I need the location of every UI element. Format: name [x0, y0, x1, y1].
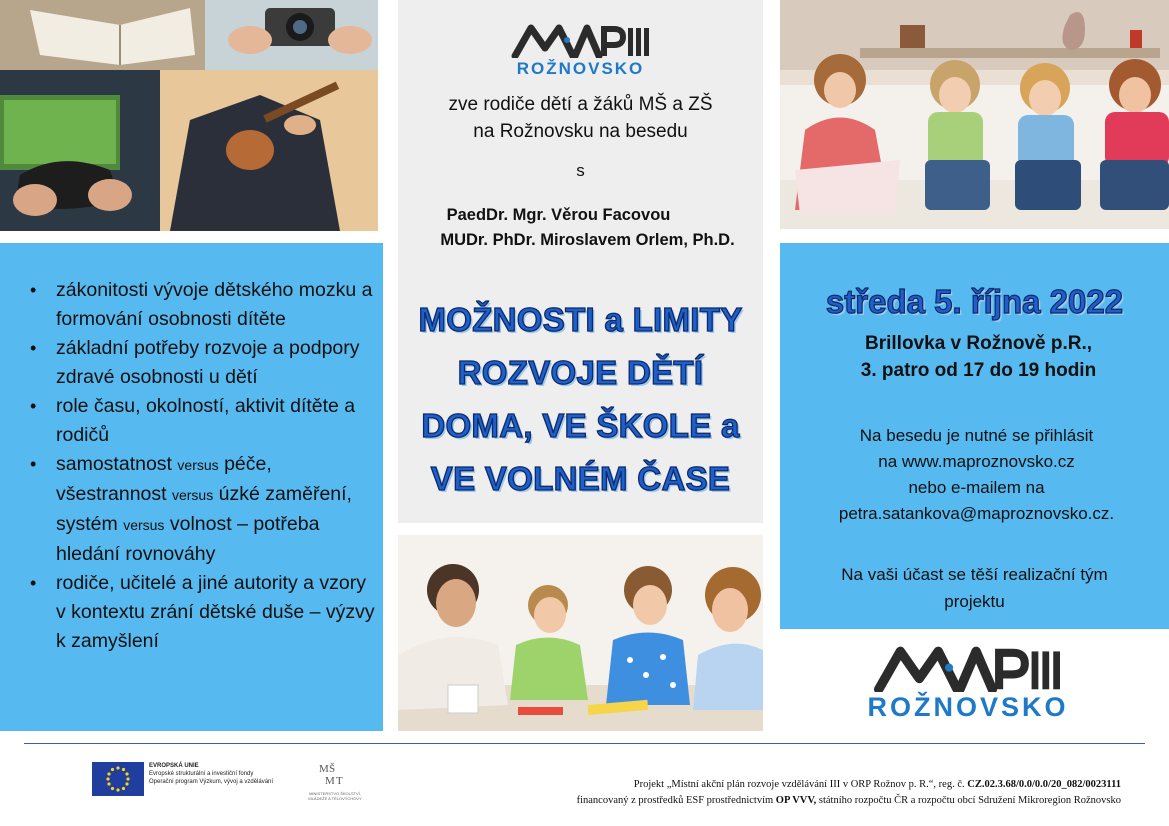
registration-website[interactable]: na www.maproznovsko.cz: [878, 452, 1075, 471]
photo-children-on-couch: [780, 0, 1169, 229]
svg-text:Š: Š: [329, 763, 336, 775]
topics-panel: [0, 243, 383, 731]
registration-email[interactable]: petra.satankova@maproznovsko.cz.: [838, 504, 1115, 523]
event-title-line: VE VOLNÉM ČASE: [430, 460, 731, 497]
topic-item: • samostatnost versus péče, všestrannost versus úzké zaměření, systém versus volnost – potřeba hledání rovnováhy: [28, 450, 375, 569]
event-date: středa 5. října 2022: [825, 283, 1124, 320]
msmt-logo-icon: [317, 760, 353, 786]
topic-list: [0, 243, 383, 656]
photo-family-drawing: [398, 535, 763, 731]
event-venue: [780, 330, 1169, 384]
topic-item: • základní potřeby rozvoje a podpory zdravé osobnosti u dětí: [28, 334, 375, 392]
project-line: Projekt „Místní akční plán rozvoje vzdělávání III v ORP Rožnov p. R.“, reg. č. CZ.02.3.68/0.0/0.0/20_082/0023111: [633, 779, 1121, 790]
footer-divider: [24, 743, 1145, 744]
topic-item: • role času, okolností, aktivit dítěte a rodičů: [28, 392, 375, 450]
with-label: s: [576, 161, 585, 180]
msmt-logo: M Š M T MINISTERSTVO ŠKOLSTVÍ, MLÁDEŽE A TĚLOVÝCHOVY: [300, 760, 370, 801]
logo-subtitle: ROŽNOVSKO: [867, 692, 1069, 722]
map-logo-top: [398, 24, 763, 79]
invitation-text: [398, 91, 763, 145]
event-title-line: DOMA, VE ŠKOLE a: [421, 407, 740, 444]
logo-subtitle: ROŽNOVSKO: [516, 59, 645, 78]
closing-line: projektu: [944, 592, 1005, 611]
eu-funding-logo: [92, 762, 273, 796]
event-title-line: MOŽNOSTI a LIMITY: [418, 301, 743, 338]
eu-flag-icon: [92, 762, 144, 796]
registration-info: [780, 423, 1169, 527]
venue-line: Brillovka v Rožnově p.R.,: [865, 333, 1092, 354]
project-line: financovaný z prostředků ESF prostřednictvím OP VVV, státního rozpočtu ČR a rozpočtu obcí Sdružení Mikroregion Rožnovsko: [576, 795, 1121, 806]
speaker-name: MUDr. PhDr. Miroslavem Orlem, Ph.D.: [440, 231, 735, 249]
map-logo-mark-icon: [511, 24, 651, 58]
topic-item: • zákonitosti vývoje dětského mozku a formování osobnosti dítěte: [28, 276, 375, 334]
time-line: 3. patro od 17 do 19 hodin: [860, 360, 1097, 381]
event-title: [398, 293, 763, 505]
event-details-panel: [780, 243, 1169, 629]
photo-collage-reading-gaming-ukulele: [0, 0, 378, 231]
closing-text: [780, 561, 1169, 615]
topic-item: • rodiče, učitelé a jiné autority a vzory v kontextu zrání dětské duše – výzvy k zamyšlení: [28, 569, 375, 656]
svg-text:M: M: [319, 763, 329, 775]
speakers: [398, 203, 763, 253]
closing-line: Na vaši účast se těší realizační tým: [841, 565, 1108, 584]
registration-line: nebo e-mailem na: [908, 478, 1045, 497]
eu-text: EVROPSKÁ UNIE Evropské strukturální a investiční fondy Operační program Výzkum, vývoj a vzdělávání: [149, 763, 274, 785]
project-funding-text: [577, 777, 1121, 809]
invitation-panel: [398, 0, 763, 523]
event-title-line: ROZVOJE DĚTÍ: [457, 354, 704, 391]
invitation-line: na Rožnovsku na besedu: [473, 121, 688, 142]
speaker-name: PaedDr. Mgr. Věrou Facovou: [446, 206, 671, 224]
svg-text:M: M: [325, 775, 335, 786]
registration-line: Na besedu je nutné se přihlásit: [859, 426, 1094, 445]
svg-text:T: T: [336, 775, 343, 786]
invitation-line: zve rodiče dětí a žáků MŠ a ZŠ: [448, 94, 713, 115]
map-logo-bottom: [867, 646, 1069, 723]
map-logo-mark-icon: [872, 646, 1064, 692]
